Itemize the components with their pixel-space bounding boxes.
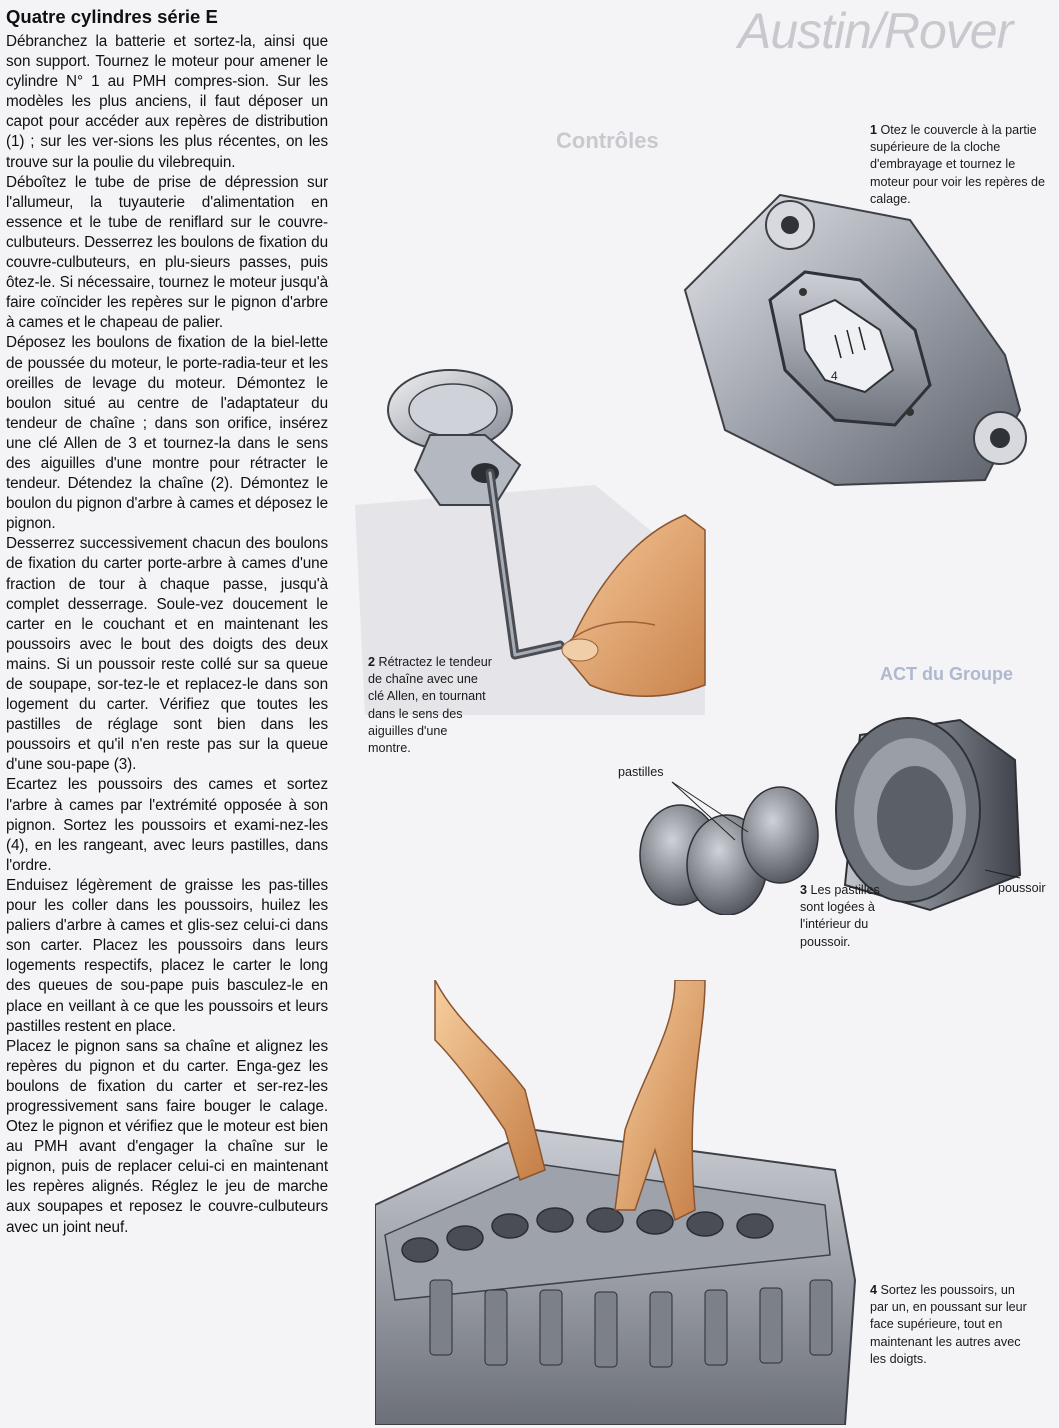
label-poussoir: poussoir	[998, 881, 1046, 895]
paragraph-6: Enduisez légèrement de graisse les pas-tilles pour les coller dans les poussoirs, huilez les paliers d'arbre à cames et glis-sez celui-ci dans son carter. Placez les poussoirs dans leurs logements respectifs, placez le carter le long des queues de sou-pape puis basculez-le en place en veillant à ce que les poussoirs et leurs pastilles restent en place.	[6, 876, 328, 1035]
figure-4-text: Sortez les poussoirs, un par un, en poussant sur leur face supérieure, tout en maintenant les autres avec les doigts.	[870, 1283, 1027, 1366]
show-through-header: Austin/Rover	[738, 3, 1013, 59]
figure-2-number: 2	[368, 655, 376, 669]
timing-mark-label: 4	[831, 369, 838, 383]
figure-4-number: 4	[870, 1283, 878, 1297]
show-through-subheading: ACT du Groupe	[880, 664, 1013, 684]
figure-3-text: Les pastilles sont logées à l'intérieur du poussoir.	[800, 883, 880, 949]
figure-4-caption	[870, 1282, 1030, 1368]
paragraph-4: Desserrez successivement chacun des boulons de fixation du carter porte-arbre à cames d'une fraction de tour à chaque passe, jusqu'à complet desserrage. Soule-vez doucement le carter en le couchant et en maintenant les poussoirs avec le bout des doigts des deux mains. Si un poussoir reste collé sur sa queue de soupape, sor-tez-le et replacez-le dans son logement du carter. Vérifiez que toutes les pastilles de réglage sont bien dans les poussoirs et qu'il n'en reste pas sur la queue d'une sou-pape (3).	[6, 535, 328, 774]
paragraph-3: Déposez les boulons de fixation de la biel-lette de poussée du moteur, le porte-radia-teur et les oreilles de levage du moteur. Démontez le boulon situé au centre de l'adaptateur du tendeur de chaîne ; dans son orifice, insérez une clé Allen de 3 et tournez-la dans le sens des aiguilles d'une montre pour rétracter le tendeur. Détendez la chaîne (2). Démontez le boulon du pignon d'arbre à cames et déposez le pignon.	[6, 334, 328, 533]
figure-3-number: 3	[800, 883, 808, 897]
show-through-heading: Contrôles	[556, 128, 659, 153]
illustration-camshaft-carrier	[375, 980, 865, 1425]
figure-3-caption	[800, 882, 900, 951]
illustration-clutch-housing	[665, 180, 1045, 500]
instructions-column	[6, 6, 328, 1238]
label-pastilles: pastilles	[618, 765, 664, 779]
figure-1-text: Otez le couvercle à la partie supérieure de la cloche d'embrayage et tournez le moteur pour voir les repères de calage.	[870, 123, 1045, 206]
section-title: Quatre cylindres série E	[6, 6, 218, 27]
figure-2-caption	[368, 654, 493, 757]
paragraph-2: Déboîtez le tube de prise de dépression sur l'allumeur, la tuyauterie d'alimentation en essence et le tube de reniflard sur le couvre- culbuteurs. Desserrez les boulons de fixation du couvre-culbuteurs, en plu-sieurs passes, puis ôtez-le. Si nécessaire, tournez le moteur jusqu'à faire coïncider les repères sur le pignon d'arbre à cames et le chapeau de palier.	[6, 173, 328, 332]
figure-1-number: 1	[870, 123, 878, 137]
figure-2-text: Rétractez le tendeur de chaîne avec une clé Allen, en tournant dans le sens des aiguilles d'une montre.	[368, 655, 492, 756]
paragraph-5: Ecartez les poussoirs des cames et sortez l'arbre à cames par l'extrémité opposée à son pignon. Sortez les poussoirs et exami-nez-les (4), en les rangeant, avec leurs pastilles, dans l'ordre.	[6, 776, 328, 874]
figure-1-caption	[870, 122, 1045, 208]
paragraph-7: Placez le pignon sans sa chaîne et alignez les repères du pignon et du carter. Enga-gez les boulons de fixation du carter et ser-rez-les progressivement sans faire bouger le calage. Otez le pignon et vérifiez que le moteur est bien au PMH avant d'engager la chaîne sur le pignon, puis de replacer celui-ci en maintenant les repères alignés. Réglez le jeu de marche aux soupapes et reposez le couvre-culbuteurs avec un joint neuf.	[6, 1037, 328, 1236]
paragraph-1: Débranchez la batterie et sortez-la, ainsi que son support. Tournez le moteur pour amener le cylindre N° 1 au PMH compres-sion. Sur les modèles les plus anciens, il faut déposer un capot pour accéder aux repères de distribution (1) ; sur les ver-sions les plus récentes, on les trouve sur la poulie du vilebrequin.	[6, 33, 328, 171]
